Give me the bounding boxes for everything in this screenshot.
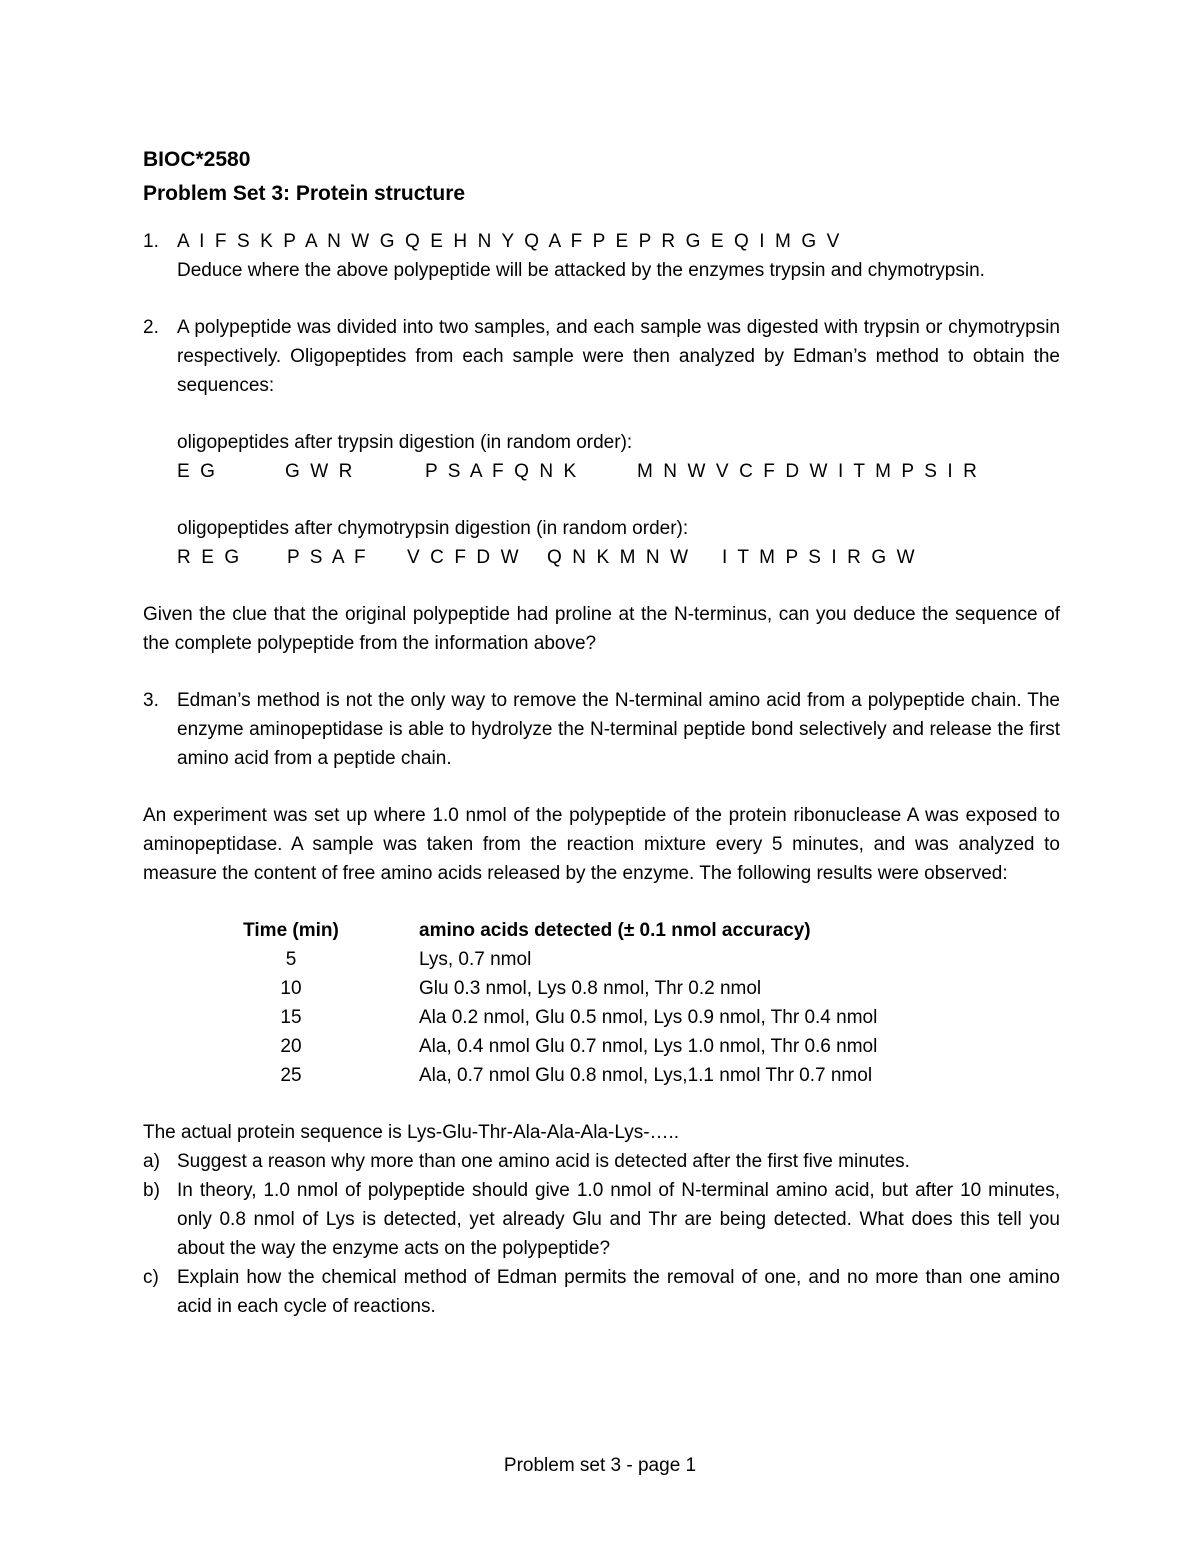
q2-text: A polypeptide was divided into two samples, and each sample was digested with trypsin or chymotrypsin respectively. Oligopeptides from each sample were then analyzed by Edman’s method to obtain the sequences: xyxy=(177,317,1060,396)
document-page xyxy=(143,143,1060,1321)
question-number: 3. xyxy=(143,690,159,711)
sub-question-text: Explain how the chemical method of Edman permits the removal of one, and no more than one amino acid in each cycle of reactions. xyxy=(177,1267,1060,1317)
time-cell: 25 xyxy=(280,1065,302,1086)
fragment: P S A F xyxy=(287,547,369,568)
trypsin-label: oligopeptides after trypsin digestion (in random order): xyxy=(177,432,633,453)
sub-question-text: In theory, 1.0 nmol of polypeptide should give 1.0 nmol of N-terminal amino acid, but after 10 minutes, only 0.8 nmol of Lys is detected, yet already Glu and Thr are being detected. What does this tell you about the way the enzyme acts on the polypeptide? xyxy=(177,1180,1060,1259)
question-number: 1. xyxy=(143,231,159,252)
amino-acids-cell: Glu 0.3 nmol, Lys 0.8 nmol, Thr 0.2 nmol xyxy=(419,978,762,999)
table-header-row xyxy=(235,916,877,945)
time-cell: 5 xyxy=(285,949,297,970)
amino-acids-cell: Ala, 0.4 nmol Glu 0.7 nmol, Lys 1.0 nmol, Thr 0.6 nmol xyxy=(419,1036,878,1057)
fragment: M N W V C F D W I T M P S I R xyxy=(637,461,980,482)
sub-question-label: a) xyxy=(143,1151,160,1172)
table-row xyxy=(235,1003,877,1032)
course-code: BIOC*2580 xyxy=(143,148,251,171)
sub-question-a xyxy=(143,1147,1060,1176)
sub-question-label: b) xyxy=(143,1180,160,1201)
q3-text: Edman’s method is not the only way to remove the N-terminal amino acid from a polypeptide chain. The enzyme aminopeptidase is able to hydrolyze the N-terminal peptide bond selectively and release the first amino acid from a peptide chain. xyxy=(177,690,1060,769)
table-row xyxy=(235,1061,877,1090)
chymotrypsin-label: oligopeptides after chymotrypsin digestion (in random order): xyxy=(177,518,689,539)
page-title: Problem Set 3: Protein structure xyxy=(143,182,466,205)
amino-acids-cell: Ala, 0.7 nmol Glu 0.8 nmol, Lys,1.1 nmol Thr 0.7 nmol xyxy=(419,1065,873,1086)
column-header: amino acids detected (± 0.1 nmol accuracy) xyxy=(419,920,811,941)
header xyxy=(143,143,1060,211)
table-row xyxy=(235,1032,877,1061)
question-number: 2. xyxy=(143,317,159,338)
chymotrypsin-fragments xyxy=(177,543,1060,572)
actual-sequence: The actual protein sequence is Lys-Glu-Thr-Ala-Ala-Ala-Lys-….. xyxy=(143,1122,680,1143)
fragment: R E G xyxy=(177,547,242,568)
trypsin-fragments xyxy=(177,457,1060,486)
time-cell: 10 xyxy=(280,978,302,999)
sub-question-label: c) xyxy=(143,1267,159,1288)
time-cell: 20 xyxy=(280,1036,302,1057)
question-2 xyxy=(143,313,1060,572)
fragment: E G xyxy=(177,461,218,482)
sub-question-c xyxy=(143,1263,1060,1321)
page-footer: Problem set 3 - page 1 xyxy=(503,1455,697,1476)
question-3 xyxy=(143,686,1060,773)
table-row xyxy=(235,974,877,1003)
question-1 xyxy=(143,227,1060,285)
fragment: G W R xyxy=(285,461,355,482)
amino-acids-cell: Lys, 0.7 nmol xyxy=(419,949,532,970)
results-table xyxy=(235,916,877,1090)
sub-question-b xyxy=(143,1176,1060,1263)
column-header: Time (min) xyxy=(243,920,339,941)
amino-acids-cell: Ala 0.2 nmol, Glu 0.5 nmol, Lys 0.9 nmol, Thr 0.4 nmol xyxy=(419,1007,878,1028)
fragment: Q N K M N W xyxy=(547,547,691,568)
q1-sequence: A I F S K P A N W G Q E H N Y Q A F P E P R G E Q I M G V xyxy=(177,231,842,252)
q2-clue: Given the clue that the original polypeptide had proline at the N-terminus, can you deduce the sequence of the complete polypeptide from the information above? xyxy=(143,604,1060,654)
time-cell: 15 xyxy=(280,1007,302,1028)
fragment: V C F D W xyxy=(407,547,522,568)
q1-text: Deduce where the above polypeptide will be attacked by the enzymes trypsin and chymotrypsin. xyxy=(177,260,985,281)
sub-question-text: Suggest a reason why more than one amino acid is detected after the first five minutes. xyxy=(177,1151,910,1172)
fragment: I T M P S I R G W xyxy=(722,547,918,568)
q3-experiment: An experiment was set up where 1.0 nmol of the polypeptide of the protein ribonuclease A was exposed to aminopeptidase. A sample was taken from the reaction mixture every 5 minutes, and was analyzed to measure the content of free amino acids released by the enzyme. The following results were observed: xyxy=(143,805,1060,884)
fragment: P S A F Q N K xyxy=(425,461,579,482)
table-row xyxy=(235,945,877,974)
